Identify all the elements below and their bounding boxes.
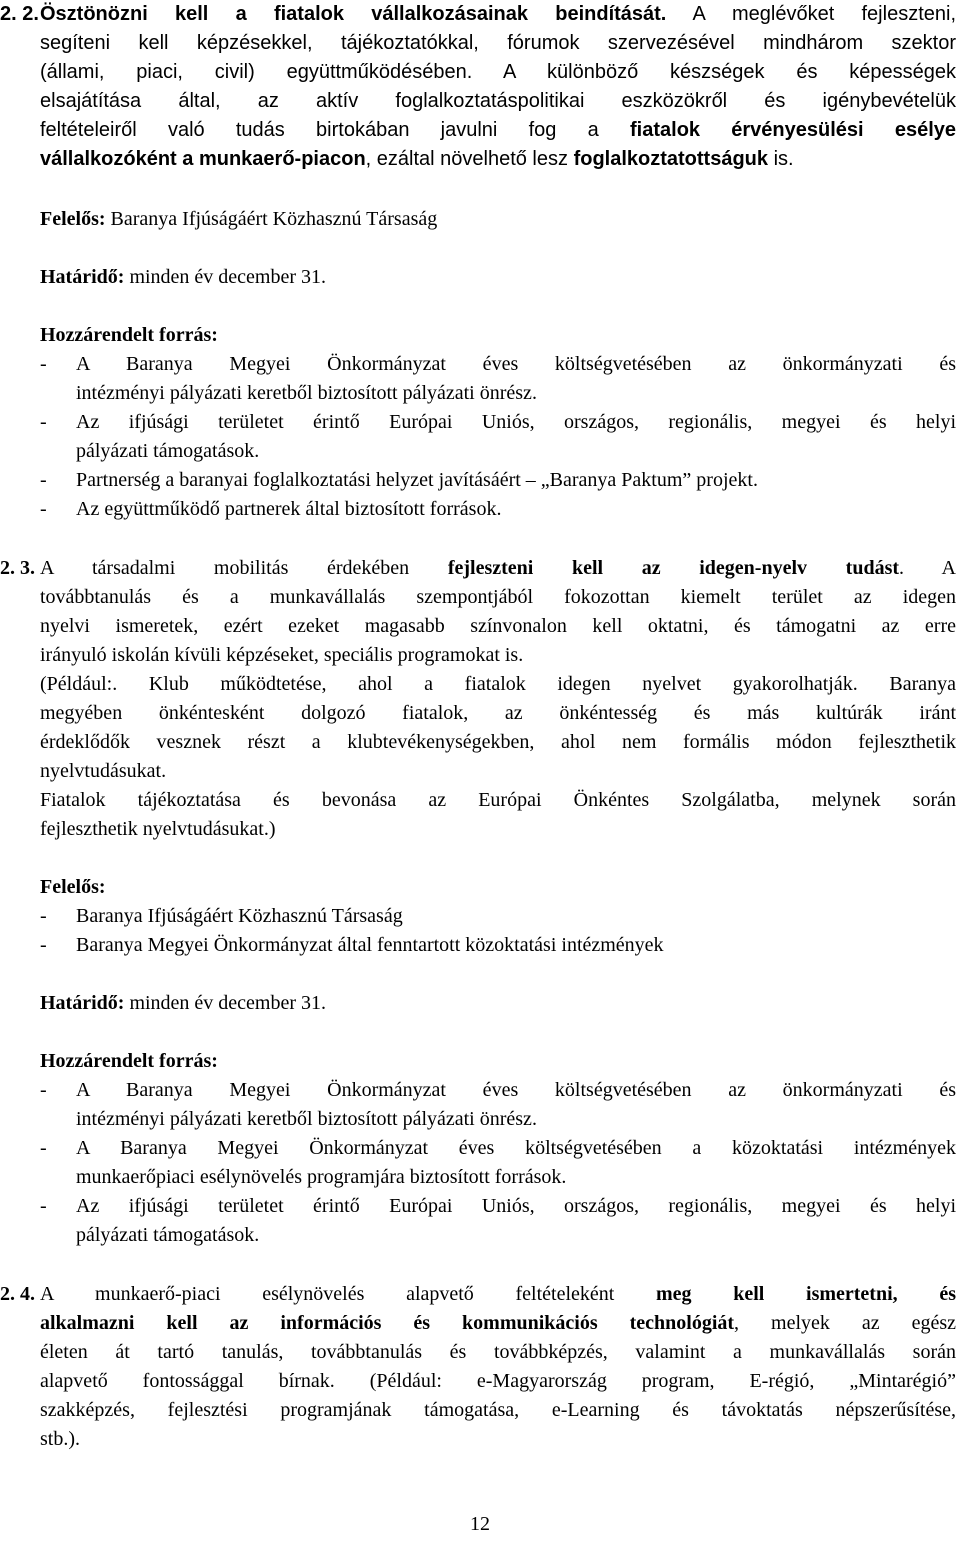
bullet-dash: - xyxy=(40,934,47,956)
paragraph-line: nyelvi ismeretek, ezért ezeket magasabb színvonalon kell oktatni, és támogatni az erre xyxy=(40,615,956,637)
bullet-dash: - xyxy=(40,498,47,520)
deadline-line xyxy=(40,989,956,1018)
responsible-label: Felelős: xyxy=(40,208,106,230)
deadline-value: minden év december 31. xyxy=(124,992,327,1014)
section-number: 2. 2. xyxy=(0,3,39,25)
bold-text: fejleszteni kell az idegen-nyelv tudást xyxy=(447,557,900,579)
bullet-dash: - xyxy=(40,411,47,433)
list-item: Partnerség a baranyai foglalkoztatási helyzet javításáért – „Baranya Paktum” projekt. xyxy=(76,469,758,491)
paragraph-line: érdeklődők vesznek részt a klubtevékenységekben, ahol nem formális módon fejleszthetik xyxy=(40,731,956,753)
list-item: pályázati támogatások. xyxy=(76,1224,260,1246)
paragraph-line: alkalmazni kell az információs és kommunikációs technológiát, melyek az egész xyxy=(40,1312,956,1334)
paragraph-line: alapvető fontossággal bírnak. (Például: e-Magyarország program, E-régió, „Mintarégió” xyxy=(40,1370,956,1392)
paragraph-line: Fiatalok tájékoztatása és bevonása az Európai Önkéntes Szolgálatba, melynek során xyxy=(40,789,956,811)
resource-label: Hozzárendelt forrás: xyxy=(40,1050,218,1072)
bold-text: foglalkoztatottságuk xyxy=(573,148,769,170)
deadline-line xyxy=(40,263,956,292)
paragraph-line: továbbtanulás és a munkavállalás szempontjából fokozottan kiemelt terület az idegen xyxy=(40,586,956,608)
paragraph-line: vállalkozóként a munkaerő-piacon, ezáltal növelhető lesz foglalkoztatottságuk is. xyxy=(40,148,794,170)
paragraph-line: segíteni kell képzésekkel, tájékoztatókkal, fórumok szervezésével mindhárom szektor xyxy=(40,32,956,54)
paragraph-line: Ösztönözni kell a fiatalok vállalkozásainak beindítását. A meglévőket fejleszteni, xyxy=(40,3,956,25)
list-item: Az ifjúsági területet érintő Európai Uniós, országos, regionális, megyei és helyi xyxy=(76,411,956,433)
list-item: intézményi pályázati keretből biztosított pályázati önrész. xyxy=(76,382,537,404)
paragraph-line: irányuló iskolán kívüli képzéseket, speciális programokat is. xyxy=(40,644,524,666)
paragraph-line: életen át tartó tanulás, továbbtanulás és továbbképzés, valamint a munkavállalás során xyxy=(40,1341,956,1363)
list-item: A Baranya Megyei Önkormányzat éves költségvetésében az önkormányzati és xyxy=(76,1079,956,1101)
bold-text: vállalkozóként a munkaerő-piacon xyxy=(40,148,366,170)
bold-text: meg kell ismertetni, és xyxy=(656,1283,956,1305)
deadline-label: Határidő: xyxy=(40,992,125,1014)
list-item: A Baranya Megyei Önkormányzat éves költségvetésében a közoktatási intézmények xyxy=(76,1137,956,1159)
deadline-label: Határidő: xyxy=(40,266,125,288)
list-item: Baranya Megyei Önkormányzat által fenntartott közoktatási intézmények xyxy=(76,934,664,956)
paragraph-line: nyelvtudásukat. xyxy=(40,760,167,782)
paragraph-line: fejleszthetik nyelvtudásukat.) xyxy=(40,818,276,840)
page-number: 12 xyxy=(470,1513,490,1535)
paragraph-line: szakképzés, fejlesztési programjának támogatása, e-Learning és távoktatás népszerűsítése, xyxy=(40,1399,956,1421)
paragraph-line: megyében önkéntesként dolgozó fiatalok, az önkéntesség és más kultúrák iránt xyxy=(40,702,956,724)
bullet-dash: - xyxy=(40,1195,47,1217)
responsible-line xyxy=(40,205,956,234)
bold-text: fiatalok érvényesülési esélye xyxy=(630,119,956,141)
list-item: A Baranya Megyei Önkormányzat éves költségvetésében az önkormányzati és xyxy=(76,353,956,375)
section-number: 2. 3. xyxy=(0,557,35,579)
list-item: Baranya Ifjúságáért Közhasznú Társaság xyxy=(76,905,403,927)
paragraph-line: elsajátítása által, az aktív foglalkoztatáspolitikai eszközökről és igénybevételük xyxy=(40,90,956,112)
list-item: intézményi pályázati keretből biztosított pályázati önrész. xyxy=(76,1108,537,1130)
paragraph-line: A társadalmi mobilitás érdekében fejleszteni kell az idegen-nyelv tudást. A xyxy=(40,557,956,579)
section-number: 2. 4. xyxy=(0,1283,35,1305)
bullet-dash: - xyxy=(40,1079,47,1101)
responsible-label: Felelős: xyxy=(40,876,106,898)
responsible-value: Baranya Ifjúságáért Közhasznú Társaság xyxy=(105,208,438,230)
bullet-dash: - xyxy=(40,905,47,927)
paragraph-line: stb.). xyxy=(40,1428,80,1450)
list-item: Az együttműködő partnerek által biztosított források. xyxy=(76,498,502,520)
paragraph-line: feltételeiről való tudás birtokában javulni fog a fiatalok érvényesülési esélye xyxy=(40,119,956,141)
list-item: munkaerőpiaci esélynövelés programjára biztosított források. xyxy=(76,1166,567,1188)
paragraph-line: (Például:. Klub működtetése, ahol a fiatalok idegen nyelvet gyakorolhatják. Baranya xyxy=(40,673,956,695)
bold-text: Ösztönözni kell a fiatalok vállalkozásainak beindítását. xyxy=(40,3,667,25)
paragraph-line: A munkaerő-piaci esélynövelés alapvető feltételeként meg kell ismertetni, és xyxy=(40,1283,956,1305)
list-item: pályázati támogatások. xyxy=(76,440,260,462)
deadline-value: minden év december 31. xyxy=(124,266,327,288)
bullet-dash: - xyxy=(40,1137,47,1159)
list-item: Az ifjúsági területet érintő Európai Uniós, országos, regionális, megyei és helyi xyxy=(76,1195,956,1217)
bold-text: alkalmazni kell az információs és kommunikációs technológiát xyxy=(40,1312,735,1334)
paragraph-line: (állami, piaci, civil) együttműködésében. A különböző készségek és képességek xyxy=(40,61,956,83)
bullet-dash: - xyxy=(40,469,47,491)
resource-label: Hozzárendelt forrás: xyxy=(40,324,218,346)
bullet-dash: - xyxy=(40,353,47,375)
